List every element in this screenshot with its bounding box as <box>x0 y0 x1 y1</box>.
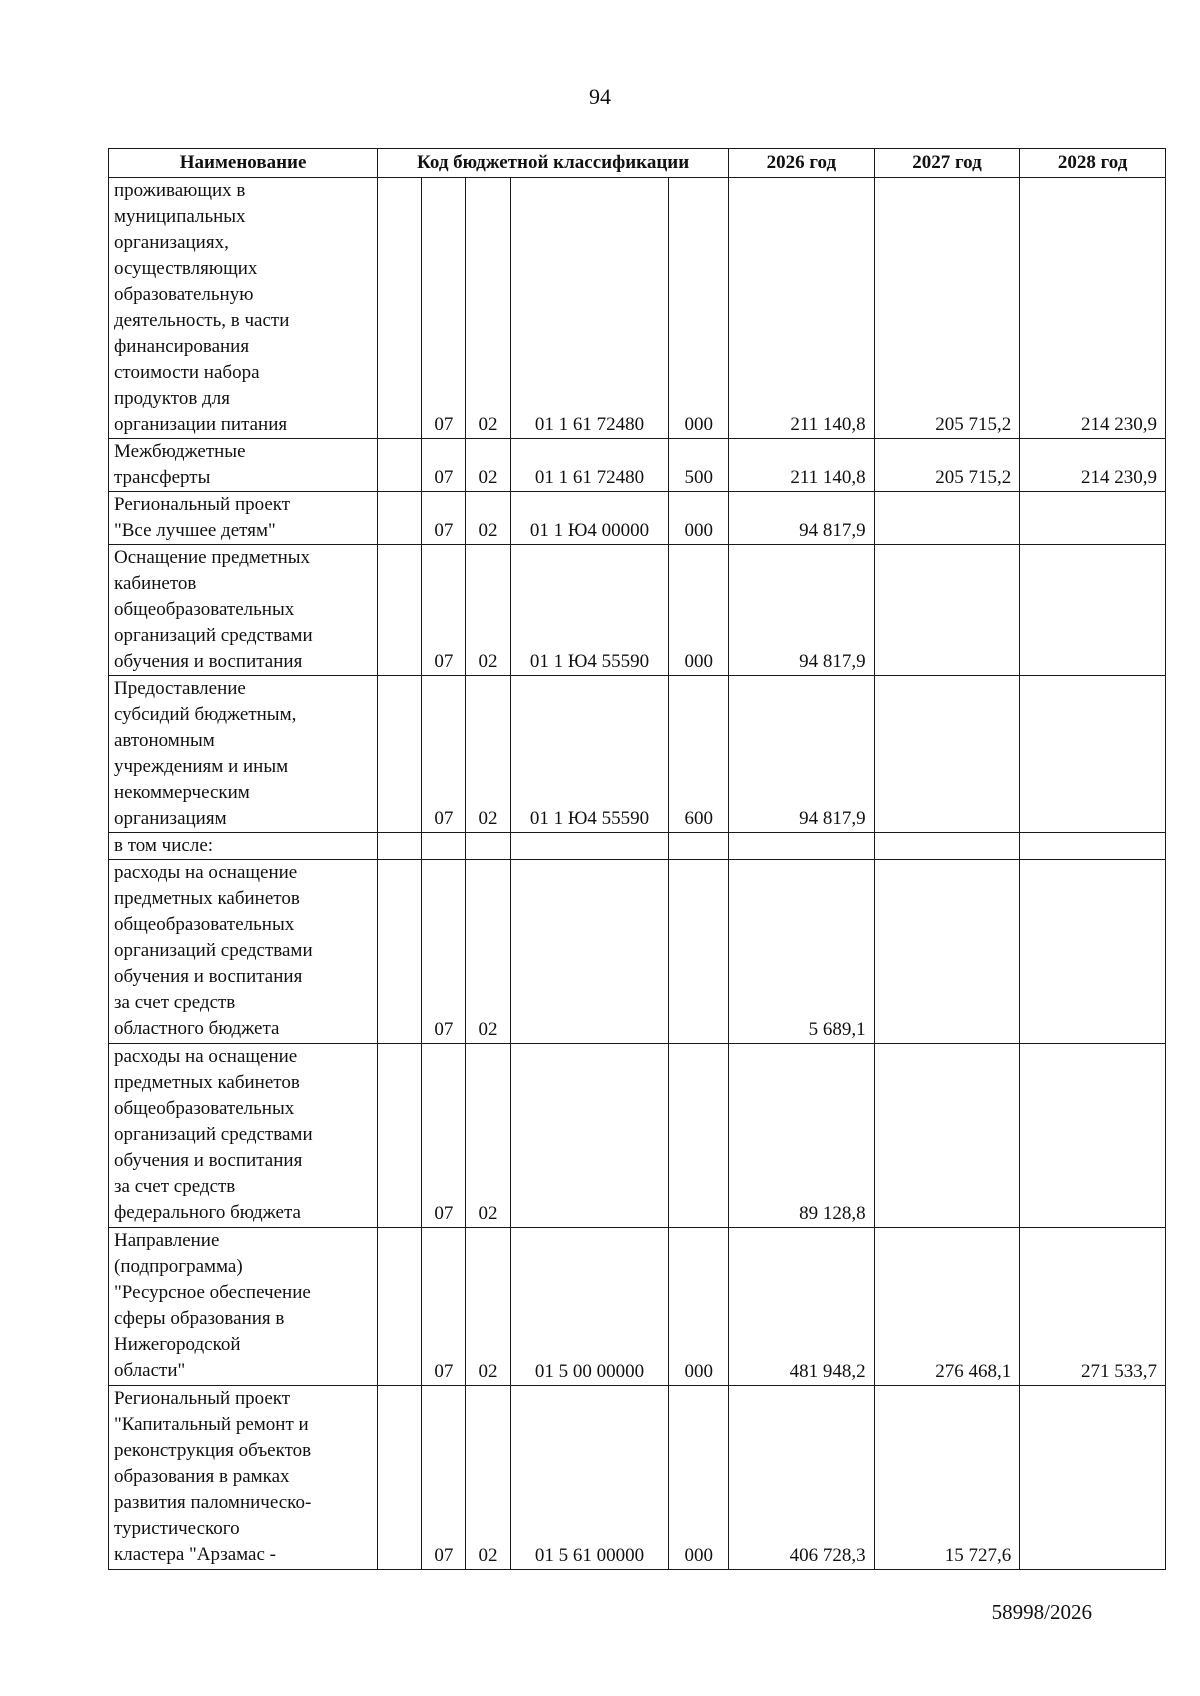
row-csr <box>510 833 669 860</box>
table-row <box>109 1386 1166 1570</box>
row-blank <box>378 492 422 545</box>
table-header-row <box>109 149 1166 178</box>
row-name: Направление (подпрограмма) "Ресурсное обеспечение сферы образования в Нижегородской области" <box>109 1228 378 1386</box>
row-name: расходы на оснащение предметных кабинетов общеобразовательных организаций средствами обучения и воспитания за счет средств федерального бюджета <box>109 1044 378 1228</box>
row-2028 <box>1020 545 1166 676</box>
row-prz: 02 <box>466 676 510 833</box>
row-name: в том числе: <box>109 833 378 860</box>
row-2026: 211 140,8 <box>729 178 875 439</box>
row-csr <box>510 1044 669 1228</box>
row-name: Региональный проект "Все лучшее детям" <box>109 492 378 545</box>
row-2028: 214 230,9 <box>1020 439 1166 492</box>
header-code: Код бюджетной классификации <box>378 149 729 178</box>
page-number: 94 <box>589 84 611 109</box>
row-blank <box>378 178 422 439</box>
table-row <box>109 492 1166 545</box>
header-2027: 2027 год <box>874 149 1020 178</box>
row-2026: 406 728,3 <box>729 1386 875 1570</box>
row-2028 <box>1020 1044 1166 1228</box>
row-csr: 01 1 61 72480 <box>510 178 669 439</box>
row-csr: 01 5 00 00000 <box>510 1228 669 1386</box>
row-name: проживающих в муниципальных организациях, осуществляющих образовательную деятельность, в части финансирования стоимости набора продуктов для организации питания <box>109 178 378 439</box>
row-blank <box>378 439 422 492</box>
table-row <box>109 178 1166 439</box>
row-vr: 500 <box>669 439 729 492</box>
row-rz: 07 <box>422 492 466 545</box>
budget-table <box>108 148 1166 1570</box>
row-2026: 94 817,9 <box>729 492 875 545</box>
row-2027: 205 715,2 <box>874 178 1020 439</box>
row-blank <box>378 1228 422 1386</box>
row-2027 <box>874 676 1020 833</box>
row-name: Оснащение предметных кабинетов общеобразовательных организаций средствами обучения и воспитания <box>109 545 378 676</box>
row-2026: 211 140,8 <box>729 439 875 492</box>
row-2028 <box>1020 860 1166 1044</box>
row-2026: 94 817,9 <box>729 545 875 676</box>
row-prz: 02 <box>466 178 510 439</box>
table-row <box>109 676 1166 833</box>
row-2027 <box>874 545 1020 676</box>
row-blank <box>378 545 422 676</box>
document-code: 58998/2026 <box>991 1600 1092 1624</box>
row-blank <box>378 833 422 860</box>
row-blank <box>378 860 422 1044</box>
row-prz: 02 <box>466 492 510 545</box>
header-name: Наименование <box>109 149 378 178</box>
row-2026: 94 817,9 <box>729 676 875 833</box>
row-name: Межбюджетные трансферты <box>109 439 378 492</box>
row-prz: 02 <box>466 1044 510 1228</box>
row-name: расходы на оснащение предметных кабинетов общеобразовательных организаций средствами обучения и воспитания за счет средств областного бюджета <box>109 860 378 1044</box>
row-rz <box>422 833 466 860</box>
row-vr <box>669 860 729 1044</box>
row-rz: 07 <box>422 1228 466 1386</box>
row-blank <box>378 676 422 833</box>
row-2027: 205 715,2 <box>874 439 1020 492</box>
table-row <box>109 545 1166 676</box>
row-2027 <box>874 833 1020 860</box>
row-2028 <box>1020 676 1166 833</box>
row-vr: 000 <box>669 492 729 545</box>
row-prz: 02 <box>466 545 510 676</box>
row-blank <box>378 1044 422 1228</box>
row-2027 <box>874 492 1020 545</box>
row-rz: 07 <box>422 439 466 492</box>
row-rz: 07 <box>422 545 466 676</box>
row-2028 <box>1020 1386 1166 1570</box>
row-2027 <box>874 860 1020 1044</box>
row-rz: 07 <box>422 1386 466 1570</box>
row-csr: 01 1 Ю4 55590 <box>510 545 669 676</box>
row-vr: 000 <box>669 1228 729 1386</box>
row-prz: 02 <box>466 1386 510 1570</box>
row-csr: 01 5 61 00000 <box>510 1386 669 1570</box>
header-2026: 2026 год <box>729 149 875 178</box>
row-2028: 271 533,7 <box>1020 1228 1166 1386</box>
row-prz: 02 <box>466 860 510 1044</box>
row-2026 <box>729 833 875 860</box>
table-row <box>109 439 1166 492</box>
row-vr <box>669 1044 729 1228</box>
row-csr: 01 1 Ю4 55590 <box>510 676 669 833</box>
row-csr: 01 1 61 72480 <box>510 439 669 492</box>
table-row <box>109 1044 1166 1228</box>
row-2026: 89 128,8 <box>729 1044 875 1228</box>
row-2026: 481 948,2 <box>729 1228 875 1386</box>
row-name: Предоставление субсидий бюджетным, автономным учреждениям и иным некоммерческим организациям <box>109 676 378 833</box>
row-vr: 600 <box>669 676 729 833</box>
row-blank <box>378 1386 422 1570</box>
row-2028 <box>1020 492 1166 545</box>
row-prz: 02 <box>466 1228 510 1386</box>
row-rz: 07 <box>422 676 466 833</box>
row-2026: 5 689,1 <box>729 860 875 1044</box>
row-prz: 02 <box>466 439 510 492</box>
row-csr <box>510 860 669 1044</box>
row-2028: 214 230,9 <box>1020 178 1166 439</box>
row-vr: 000 <box>669 545 729 676</box>
row-2028 <box>1020 833 1166 860</box>
row-name: Региональный проект "Капитальный ремонт и реконструкция объектов образования в рамках развития паломническо- туристического кластера "Арзамас - <box>109 1386 378 1570</box>
row-2027: 15 727,6 <box>874 1386 1020 1570</box>
row-vr <box>669 833 729 860</box>
header-2028: 2028 год <box>1020 149 1166 178</box>
row-2027: 276 468,1 <box>874 1228 1020 1386</box>
table-row <box>109 1228 1166 1386</box>
row-csr: 01 1 Ю4 00000 <box>510 492 669 545</box>
row-prz <box>466 833 510 860</box>
table-row <box>109 833 1166 860</box>
row-vr: 000 <box>669 178 729 439</box>
row-rz: 07 <box>422 1044 466 1228</box>
row-rz: 07 <box>422 860 466 1044</box>
table-row <box>109 860 1166 1044</box>
row-2027 <box>874 1044 1020 1228</box>
row-vr: 000 <box>669 1386 729 1570</box>
row-rz: 07 <box>422 178 466 439</box>
